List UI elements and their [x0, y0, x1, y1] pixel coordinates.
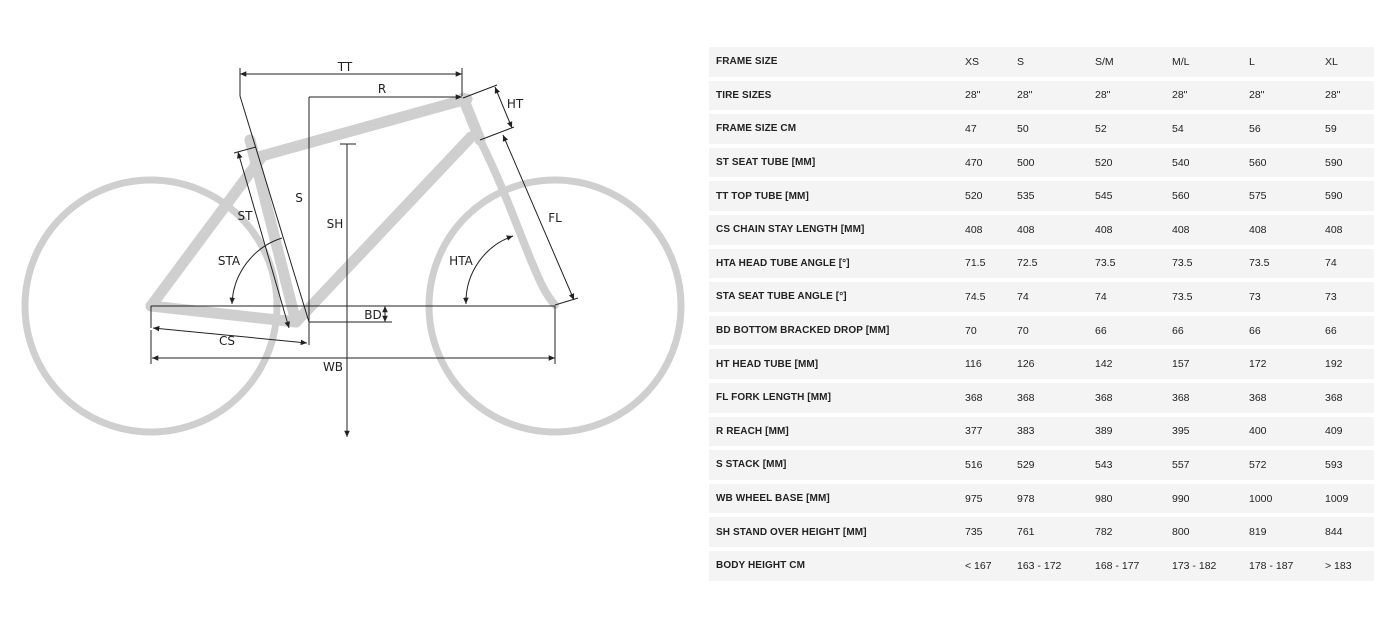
table-row [709, 148, 1374, 178]
table-cell: 560 [1172, 181, 1249, 211]
table-cell: 28" [1172, 81, 1249, 111]
table-row [709, 316, 1374, 346]
table-cell: 56 [1249, 114, 1325, 144]
table-cell: 66 [1095, 316, 1172, 346]
column-header-size: S [1017, 47, 1095, 77]
row-label: WB WHEEL BASE [MM] [709, 484, 965, 514]
table-cell: 383 [1017, 417, 1095, 447]
column-header-size: XS [965, 47, 1017, 77]
row-label: FRAME SIZE CM [709, 114, 965, 144]
table-row [709, 349, 1374, 379]
column-header-size: XL [1325, 47, 1374, 77]
fl-label: FL [548, 211, 562, 225]
table-row [709, 484, 1374, 514]
table-cell: 782 [1095, 517, 1172, 547]
table-cell: 368 [965, 383, 1017, 413]
table-cell: 73 [1249, 282, 1325, 312]
table-cell: 59 [1325, 114, 1374, 144]
table-cell: 73.5 [1095, 249, 1172, 279]
row-label: BODY HEIGHT CM [709, 551, 965, 581]
table-cell: 819 [1249, 517, 1325, 547]
table-row [709, 81, 1374, 111]
table-cell: 192 [1325, 349, 1374, 379]
table-cell: 173 - 182 [1172, 551, 1249, 581]
table-cell: 28" [965, 81, 1017, 111]
row-label: FL FORK LENGTH [MM] [709, 383, 965, 413]
table-header-row [709, 47, 1374, 77]
ht-label: HT [506, 97, 524, 111]
table-cell: 520 [1095, 148, 1172, 178]
table-cell: 368 [1017, 383, 1095, 413]
table-cell: 470 [965, 148, 1017, 178]
st-label: ST [237, 209, 253, 223]
table-cell: 844 [1325, 517, 1374, 547]
bd-label: BD [364, 308, 382, 322]
table-cell: 73.5 [1172, 282, 1249, 312]
table-cell: 74 [1095, 282, 1172, 312]
table-cell: 500 [1017, 148, 1095, 178]
row-label: TIRE SIZES [709, 81, 965, 111]
table-cell: 408 [965, 215, 1017, 245]
sta-label: STA [217, 254, 241, 268]
table-cell: 157 [1172, 349, 1249, 379]
table-cell: 800 [1172, 517, 1249, 547]
down-tube [296, 137, 471, 322]
table-cell: 980 [1095, 484, 1172, 514]
table-cell: 28" [1095, 81, 1172, 111]
table-cell: 590 [1325, 181, 1374, 211]
table-cell: 409 [1325, 417, 1374, 447]
table-cell: 74 [1325, 249, 1374, 279]
table-cell: 73.5 [1249, 249, 1325, 279]
table-cell: > 183 [1325, 551, 1374, 581]
table-row [709, 517, 1374, 547]
table-cell: 735 [965, 517, 1017, 547]
table-cell: 73 [1325, 282, 1374, 312]
table-row [709, 215, 1374, 245]
column-header-size: M/L [1172, 47, 1249, 77]
table-cell: 408 [1172, 215, 1249, 245]
row-label: HTA HEAD TUBE ANGLE [°] [709, 249, 965, 279]
table-cell: 168 - 177 [1095, 551, 1172, 581]
r-label: R [377, 82, 387, 96]
top-tube [258, 99, 467, 157]
table-row [709, 450, 1374, 480]
table-cell: 66 [1249, 316, 1325, 346]
table-cell: 543 [1095, 450, 1172, 480]
row-label: TT TOP TUBE [MM] [709, 181, 965, 211]
table-cell: 70 [965, 316, 1017, 346]
table-cell: 978 [1017, 484, 1095, 514]
table-cell: 590 [1325, 148, 1374, 178]
table-cell: 593 [1325, 450, 1374, 480]
table-cell: 529 [1017, 450, 1095, 480]
table-cell: 126 [1017, 349, 1095, 379]
table-cell: 70 [1017, 316, 1095, 346]
table-cell: 28" [1017, 81, 1095, 111]
hta-label: HTA [449, 254, 473, 268]
table-cell: 116 [965, 349, 1017, 379]
row-label: CS CHAIN STAY LENGTH [MM] [709, 215, 965, 245]
table-cell: 66 [1325, 316, 1374, 346]
table-cell: 368 [1249, 383, 1325, 413]
table-cell: 178 - 187 [1249, 551, 1325, 581]
table-cell: 408 [1095, 215, 1172, 245]
row-label: ST SEAT TUBE [MM] [709, 148, 965, 178]
table-cell: 172 [1249, 349, 1325, 379]
row-label: SH STAND OVER HEIGHT [MM] [709, 517, 965, 547]
table-cell: 54 [1172, 114, 1249, 144]
table-cell: 408 [1325, 215, 1374, 245]
table-row [709, 114, 1374, 144]
table-row [709, 417, 1374, 447]
table-cell: 520 [965, 181, 1017, 211]
wb-label: WB [322, 360, 344, 374]
table-cell: 1009 [1325, 484, 1374, 514]
table-cell: 368 [1172, 383, 1249, 413]
table-cell: 52 [1095, 114, 1172, 144]
column-header-size: L [1249, 47, 1325, 77]
s-label: S [295, 191, 303, 205]
table-cell: 47 [965, 114, 1017, 144]
table-cell: 408 [1249, 215, 1325, 245]
table-cell: 395 [1172, 417, 1249, 447]
table-cell: 1000 [1249, 484, 1325, 514]
row-label: HT HEAD TUBE [MM] [709, 349, 965, 379]
table-row [709, 551, 1374, 581]
table-cell: 74.5 [965, 282, 1017, 312]
table-cell: 761 [1017, 517, 1095, 547]
table-cell: < 167 [965, 551, 1017, 581]
table-cell: 545 [1095, 181, 1172, 211]
row-label: BD BOTTOM BRACKED DROP [MM] [709, 316, 965, 346]
table-cell: 368 [1095, 383, 1172, 413]
geometry-table [709, 43, 1374, 585]
table-cell: 575 [1249, 181, 1325, 211]
table-cell: 400 [1249, 417, 1325, 447]
table-cell: 72.5 [1017, 249, 1095, 279]
table-cell: 557 [1172, 450, 1249, 480]
table-cell: 368 [1325, 383, 1374, 413]
row-label: STA SEAT TUBE ANGLE [°] [709, 282, 965, 312]
table-cell: 142 [1095, 349, 1172, 379]
table-cell: 71.5 [965, 249, 1017, 279]
sh-label: SH [326, 217, 344, 231]
column-header-size: S/M [1095, 47, 1172, 77]
cs-label: CS [219, 334, 235, 348]
table-row [709, 181, 1374, 211]
tt-label: TT [337, 60, 353, 74]
table-cell: 572 [1249, 450, 1325, 480]
table-row [709, 383, 1374, 413]
column-header-frame-size: FRAME SIZE [709, 47, 965, 77]
table-cell: 28" [1325, 81, 1374, 111]
table-cell: 377 [965, 417, 1017, 447]
table-row [709, 249, 1374, 279]
table-cell: 540 [1172, 148, 1249, 178]
row-label: R REACH [MM] [709, 417, 965, 447]
table-cell: 389 [1095, 417, 1172, 447]
table-cell: 50 [1017, 114, 1095, 144]
table-cell: 74 [1017, 282, 1095, 312]
table-cell: 990 [1172, 484, 1249, 514]
table-cell: 560 [1249, 148, 1325, 178]
table-row [709, 282, 1374, 312]
table-cell: 408 [1017, 215, 1095, 245]
table-cell: 28" [1249, 81, 1325, 111]
table-cell: 163 - 172 [1017, 551, 1095, 581]
fork [480, 140, 555, 305]
table-cell: 66 [1172, 316, 1249, 346]
table-cell: 73.5 [1172, 249, 1249, 279]
table-cell: 535 [1017, 181, 1095, 211]
table-cell: 516 [965, 450, 1017, 480]
row-label: S STACK [MM] [709, 450, 965, 480]
table-cell: 975 [965, 484, 1017, 514]
